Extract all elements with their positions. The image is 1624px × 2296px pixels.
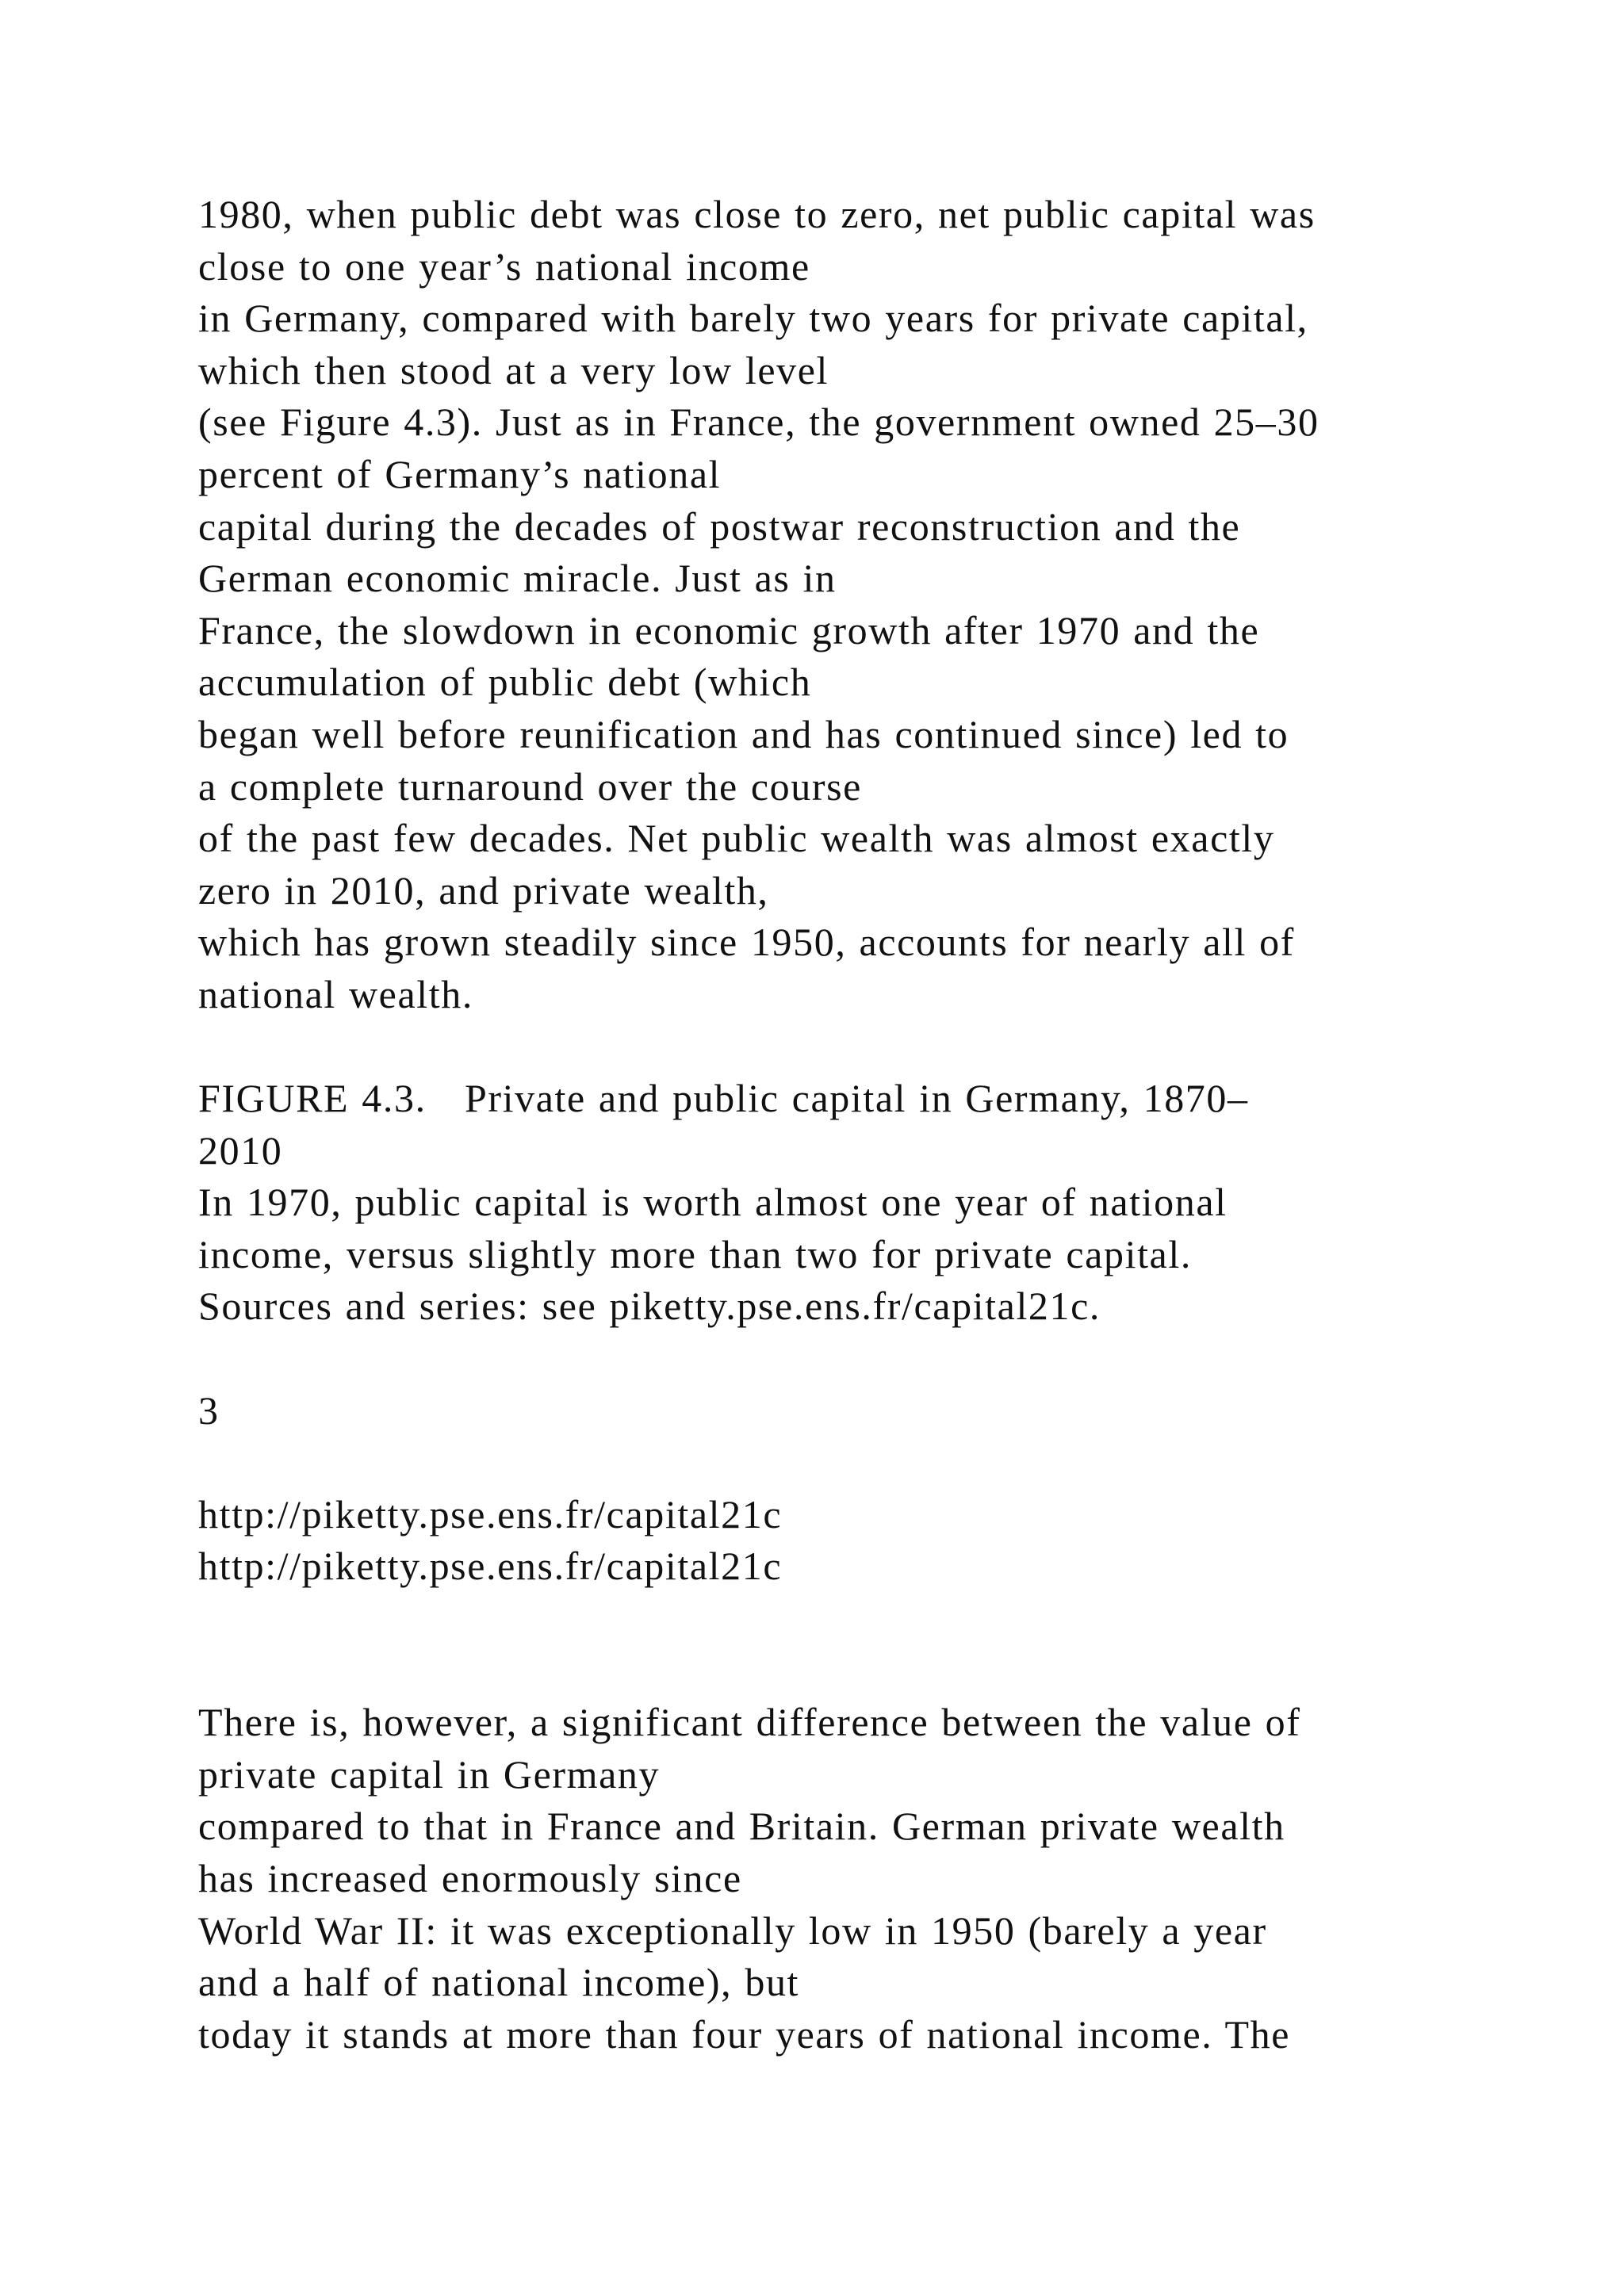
text-line: private capital in Germany (198, 1751, 661, 1797)
figure-title-continued: 2010 (198, 1127, 283, 1173)
document-body (198, 189, 1562, 2061)
text-line: national wealth. (198, 971, 473, 1016)
text-line: in Germany, compared with barely two years for private capital, (198, 296, 1308, 341)
text-line: of the past few decades. Net public wealth was almost exactly (198, 816, 1275, 861)
source-links (198, 1489, 1562, 1593)
page-number: 3 (198, 1387, 220, 1433)
text-line: and a half of national income), but (198, 1960, 800, 2005)
paragraph-spacer (198, 1437, 1562, 1489)
paragraph-private-capital (198, 1697, 1562, 2061)
paragraph-spacer (198, 1593, 1562, 1697)
text-line: which then stood at a very low level (198, 347, 829, 392)
figure-description: In 1970, public capital is worth almost one year of national (198, 1180, 1228, 1225)
figure-caption (198, 1073, 1562, 1333)
text-line: France, the slowdown in economic growth after 1970 and the (198, 607, 1260, 652)
text-line: accumulation of public debt (which (198, 660, 812, 705)
paragraph-spacer (198, 1333, 1562, 1385)
text-line: German economic miracle. Just as in (198, 556, 837, 601)
source-link[interactable]: http://piketty.pse.ens.fr/capital21c (198, 1544, 783, 1589)
paragraph-spacer (198, 1021, 1562, 1073)
text-line: There is, however, a significant difference between the value of (198, 1700, 1301, 1745)
figure-title: FIGURE 4.3. Private and public capital in Germany, 1870– (198, 1076, 1249, 1121)
text-line: 1980, when public debt was close to zero, net public capital was (198, 192, 1316, 236)
figure-description: income, versus slightly more than two for private capital. (198, 1231, 1192, 1276)
text-line: a complete turnaround over the course (198, 763, 862, 809)
text-line: began well before reunification and has continued since) led to (198, 711, 1289, 756)
text-line: zero in 2010, and private wealth, (198, 867, 769, 913)
text-line: close to one year’s national income (198, 243, 810, 289)
text-line: has increased enormously since (198, 1856, 742, 1900)
text-line: (see Figure 4.3). Just as in France, the government owned 25–30 (198, 400, 1320, 445)
text-line: capital during the decades of postwar reconstruction and the (198, 503, 1241, 549)
text-line: compared to that in France and Britain. German private wealth (198, 1804, 1285, 1849)
text-line: today it stands at more than four years of national income. The (198, 2011, 1291, 2057)
text-line: which has grown steadily since 1950, accounts for nearly all of (198, 920, 1295, 965)
paragraph-public-capital (198, 189, 1562, 1021)
source-link[interactable]: http://piketty.pse.ens.fr/capital21c (198, 1491, 783, 1536)
figure-sources: Sources and series: see piketty.pse.ens.fr/capital21c. (198, 1284, 1101, 1329)
text-line: percent of Germany’s national (198, 451, 722, 496)
text-line: World War II: it was exceptionally low in 1950 (barely a year (198, 1908, 1267, 1953)
